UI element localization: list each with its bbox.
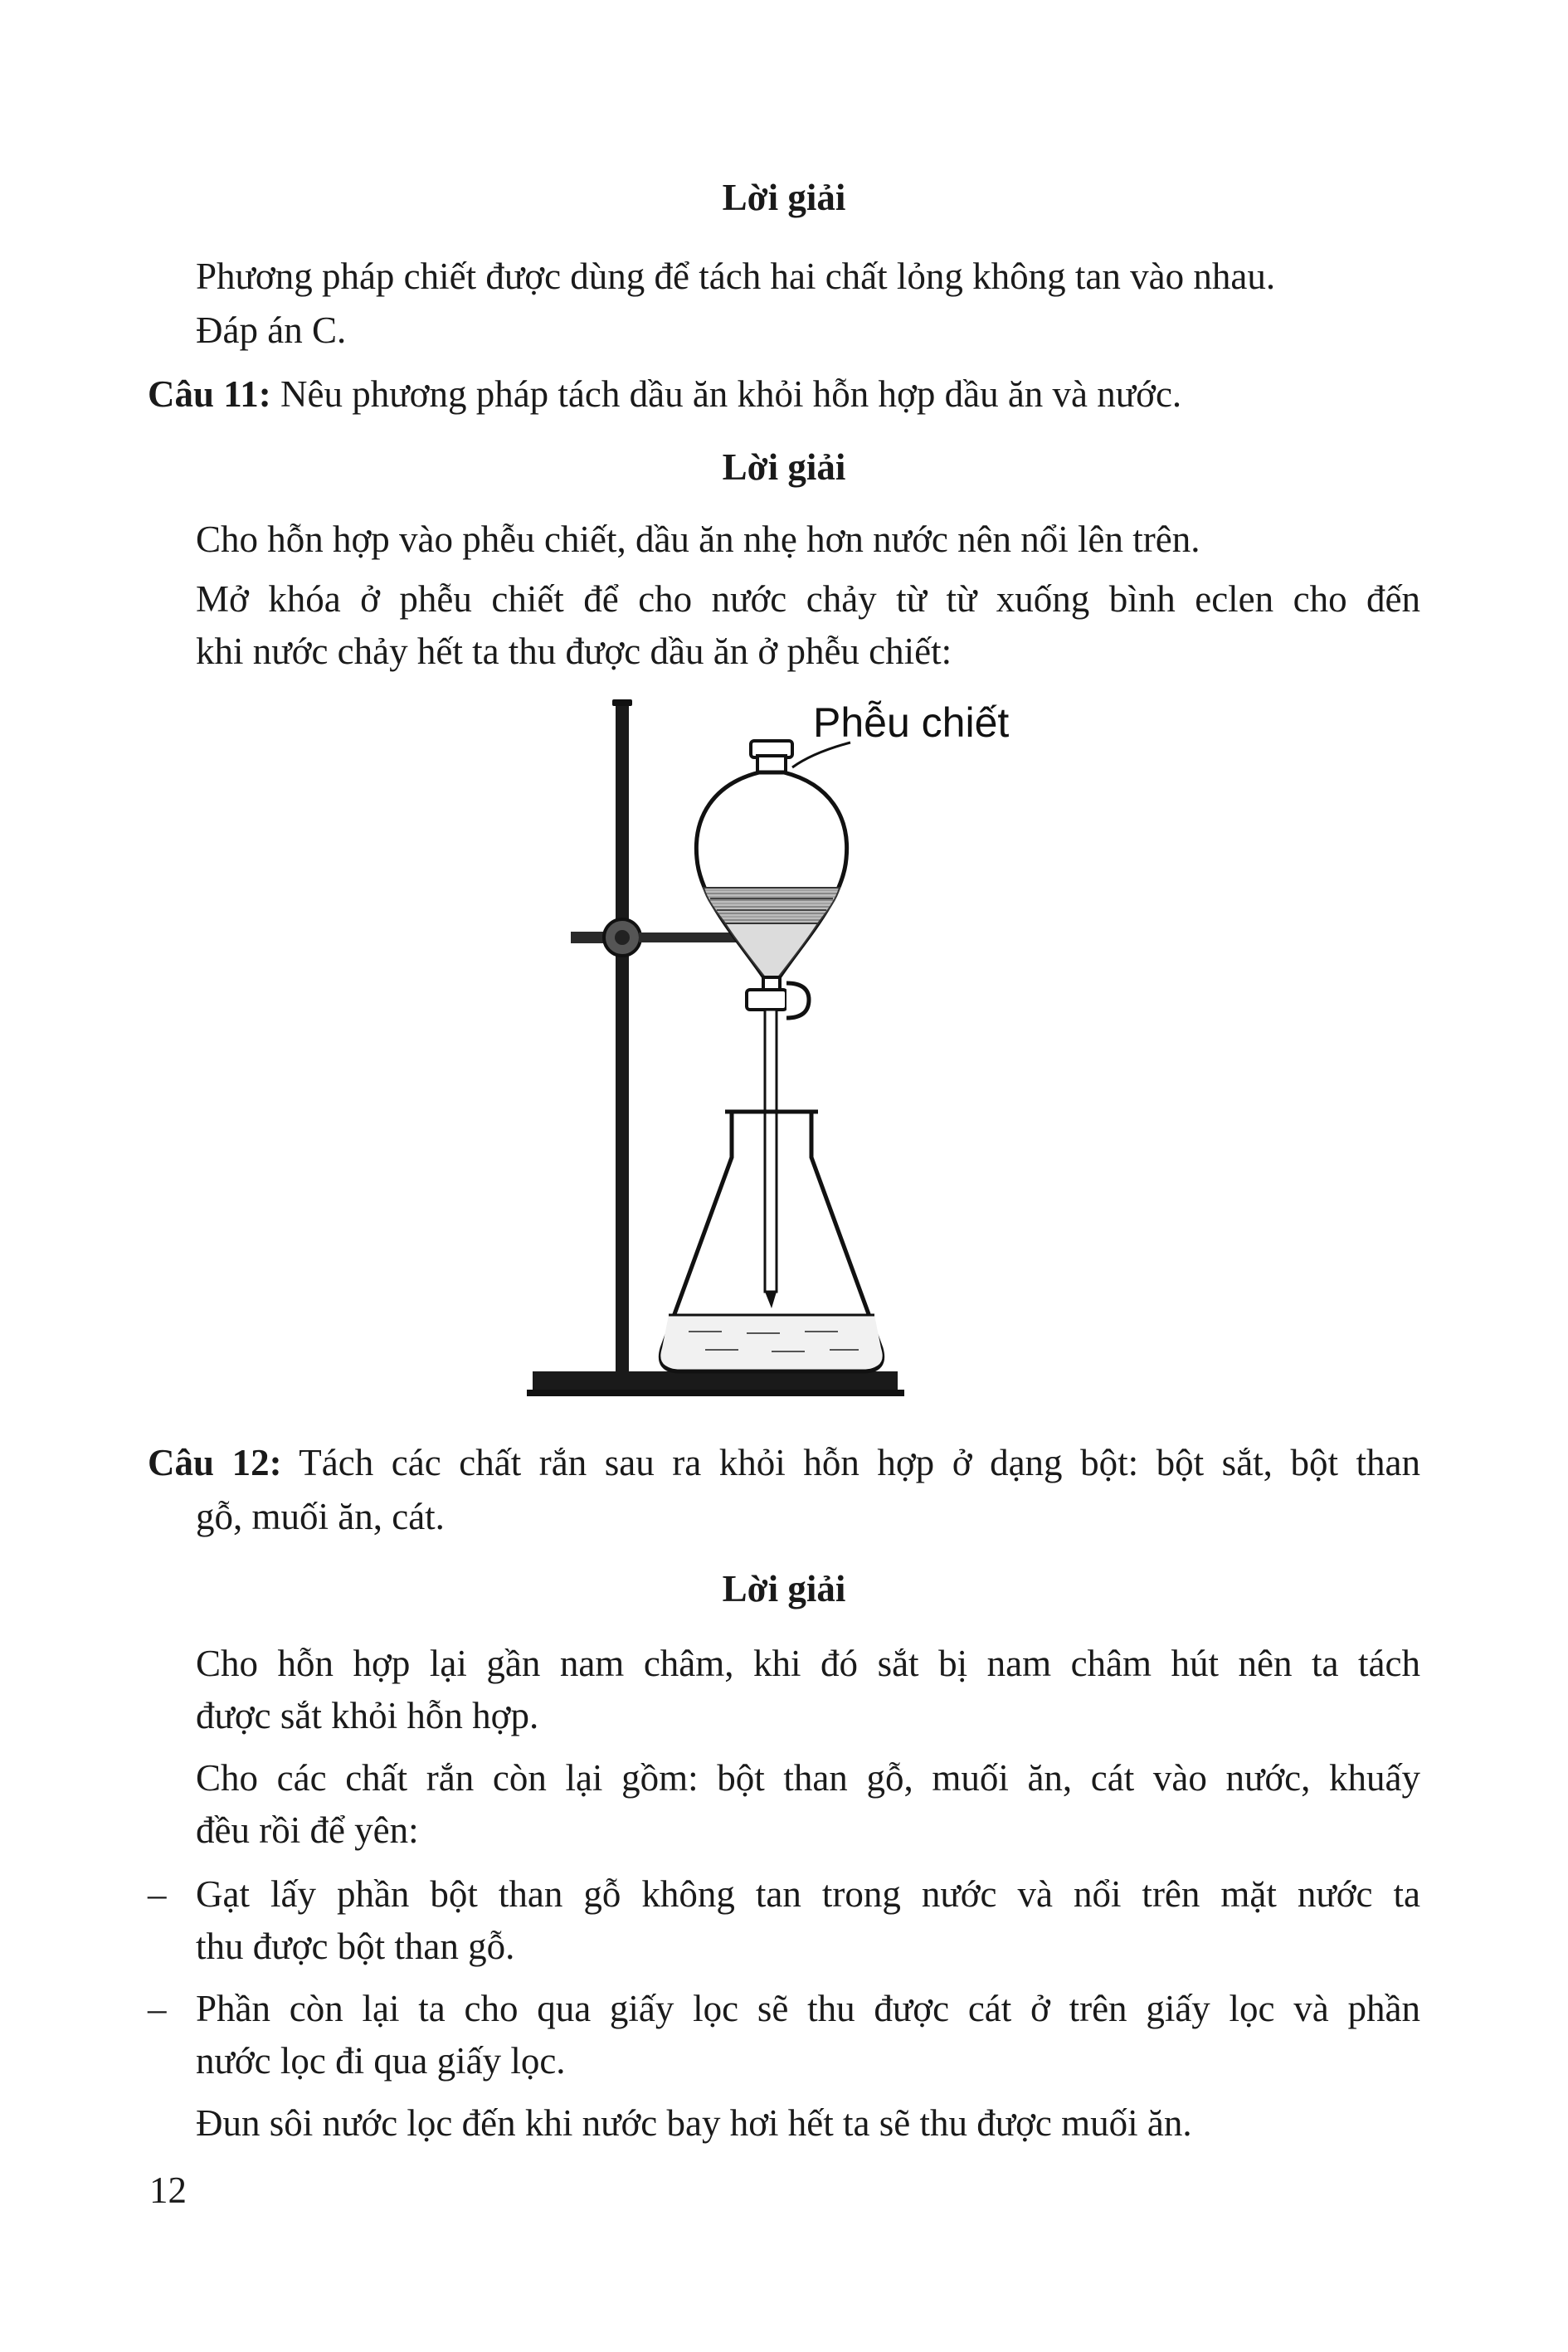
answer-text-line: Phương pháp chiết được dùng để tách hai chất lỏng không tan vào nhau. [196, 256, 1276, 297]
funnel-stem [765, 1010, 777, 1292]
answer-text-line: Mở khóa ở phễu chiết để cho nước chảy từ từ xuống bình eclen cho đến [196, 578, 1420, 620]
answer-heading-text: Lời giải [722, 446, 846, 488]
bullet-text-line: Gạt lấy phần bột than gỗ không tan trong nước và nổi trên mặt nước ta [196, 1873, 1420, 1915]
answer-text-line: Cho hỗn hợp vào phễu chiết, dầu ăn nhẹ hơn nước nên nổi lên trên. [196, 519, 1200, 560]
question-12 [148, 1439, 1420, 1486]
separatory-funnel-figure [523, 693, 1037, 1415]
answer-heading [0, 174, 1568, 221]
answer-text-line: đều rồi để yên: [196, 1809, 419, 1851]
question-text-line: gỗ, muối ăn, cát. [196, 1496, 445, 1537]
page-number: 12 [149, 2169, 187, 2211]
bullet-text-line: thu được bột than gỗ. [196, 1926, 515, 1967]
bullet-dash: – [148, 1988, 167, 2029]
question-text: Tách các chất rắn sau ra khỏi hỗn hợp ở dạng bột: bột sắt, bột than [281, 1442, 1420, 1483]
figure-label: Phễu chiết [813, 699, 1010, 746]
answer-text-line: Cho hỗn hợp lại gần nam châm, khi đó sắt bị nam châm hút nên ta tách [196, 1643, 1420, 1684]
stopcock [747, 990, 786, 1010]
answer-heading-text: Lời giải [722, 177, 846, 218]
water-layer [725, 923, 818, 977]
answer-text-line: Cho các chất rắn còn lại gồm: bột than gỗ, muối ăn, cát vào nước, khuấy [196, 1757, 1420, 1799]
question-label: Câu 12: [148, 1442, 282, 1483]
answer-text-line: được sắt khỏi hỗn hợp. [196, 1695, 539, 1736]
question-text: Nêu phương pháp tách dầu ăn khỏi hỗn hợp dầu ăn và nước. [270, 373, 1182, 415]
answer-text-line: Đáp án C. [196, 309, 347, 351]
question-label: Câu 11: [148, 373, 271, 415]
bullet-text-line: Phần còn lại ta cho qua giấy lọc sẽ thu được cát ở trên giấy lọc và phần [196, 1988, 1420, 2029]
separatory-funnel-diagram [523, 693, 1037, 1415]
oil-layer [704, 888, 840, 923]
answer-heading [0, 1566, 1568, 1612]
answer-heading-text: Lời giải [722, 1568, 846, 1609]
bullet-text-line: nước lọc đi qua giấy lọc. [196, 2040, 566, 2082]
bullet-dash: – [148, 1873, 167, 1915]
stand-rod [616, 701, 629, 1375]
answer-text-line: Đun sôi nước lọc đến khi nước bay hơi hết ta sẽ thu được muối ăn. [196, 2102, 1192, 2144]
question-11 [148, 371, 1181, 417]
answer-text-line: khi nước chảy hết ta thu được dầu ăn ở phễu chiết: [196, 631, 952, 672]
flask-water [660, 1315, 882, 1369]
answer-heading [0, 444, 1568, 490]
